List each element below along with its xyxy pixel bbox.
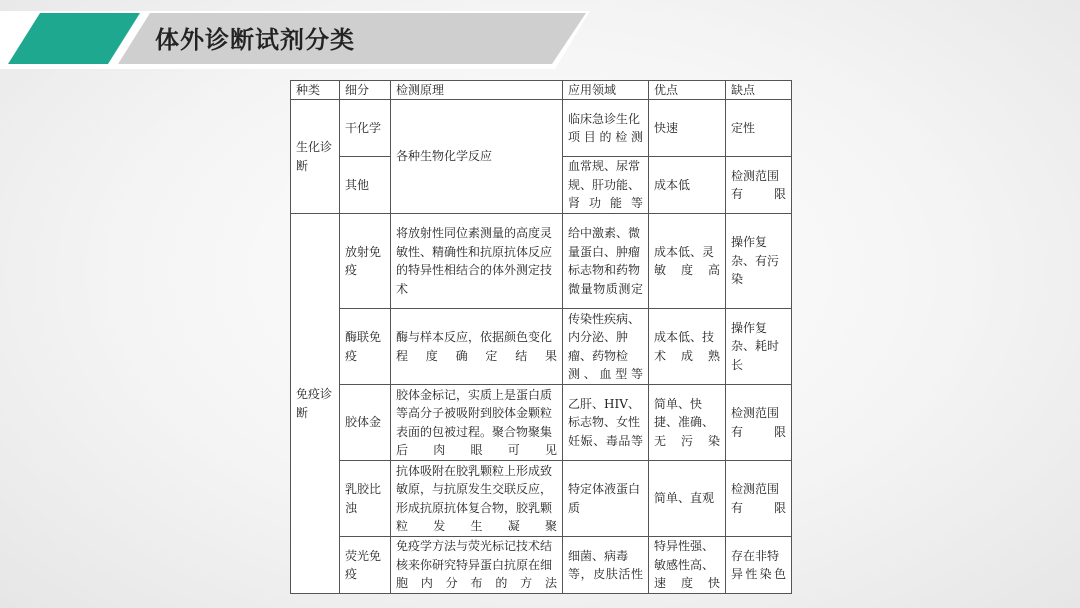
title-banner [0,0,600,72]
table-row [291,537,792,594]
pros-cell: 成本低、灵敏度高 [649,214,726,309]
subcategory-cell: 荧光免疫 [340,537,391,594]
cons-cell: 检测范围有限 [726,157,792,214]
cons-cell: 检测范围有限 [726,385,792,461]
principle-cell: 各种生物化学反应 [391,100,563,214]
page-title: 体外诊断试剂分类 [155,26,355,54]
ivd-classification-table [290,80,792,594]
pros-cell: 成本低 [649,157,726,214]
table-row [291,461,792,537]
category-cell: 生化诊断 [291,100,340,214]
application-cell: 乙肝、HIV、标志物、女性妊娠、毒品等 [563,385,649,461]
header-category: 种类 [291,81,340,100]
cons-cell: 存在非特异性染色 [726,537,792,594]
application-cell: 给中激素、微量蛋白、肿瘤标志物和药物微量物质测定 [563,214,649,309]
header-subcategory: 细分 [340,81,391,100]
cons-cell: 操作复杂、有污染 [726,214,792,309]
table-row [291,214,792,309]
application-cell: 传染性疾病、内分泌、肿瘤、药物检测、血型等 [563,309,649,385]
header-cons: 缺点 [726,81,792,100]
application-cell: 细菌、病毒等，皮肤活性 [563,537,649,594]
pros-cell: 快速 [649,100,726,157]
category-cell: 免疫诊断 [291,214,340,594]
application-cell: 血常规、尿常规、肝功能、肾功能等 [563,157,649,214]
application-cell: 特定体液蛋白质 [563,461,649,537]
application-cell: 临床急诊生化项目的检测 [563,100,649,157]
table-row [291,309,792,385]
header-principle: 检测原理 [391,81,563,100]
subcategory-cell: 其他 [340,157,391,214]
cons-cell: 检测范围有限 [726,461,792,537]
pros-cell: 特异性强、敏感性高、速度快 [649,537,726,594]
table-header-row [291,81,792,100]
principle-cell: 将放射性同位素测量的高度灵敏性、精确性和抗原抗体反应的特异性相结合的体外测定技术 [391,214,563,309]
principle-cell: 胶体金标记，实质上是蛋白质等高分子被吸附到胶体金颗粒表面的包被过程。聚合物聚集后肉眼可见 [391,385,563,461]
principle-cell: 酶与样本反应，依据颜色变化程度确定结果 [391,309,563,385]
table-row [291,100,792,157]
subcategory-cell: 酶联免疫 [340,309,391,385]
subcategory-cell: 放射免疫 [340,214,391,309]
subcategory-cell: 胶体金 [340,385,391,461]
table-row [291,385,792,461]
principle-cell: 免疫学方法与荧光标记技术结核来你研究特异蛋白抗原在细胞内分布的方法 [391,537,563,594]
header-pros: 优点 [649,81,726,100]
cons-cell: 操作复杂、耗时长 [726,309,792,385]
pros-cell: 简单、快捷、准确、无污染 [649,385,726,461]
subcategory-cell: 干化学 [340,100,391,157]
principle-cell: 抗体吸附在胶乳颗粒上形成致敏原，与抗原发生交联反应，形成抗原抗体复合物，胶乳颗粒发生凝聚 [391,461,563,537]
pros-cell: 简单、直观 [649,461,726,537]
pros-cell: 成本低、技术成熟 [649,309,726,385]
header-application: 应用领域 [563,81,649,100]
subcategory-cell: 乳胶比浊 [340,461,391,537]
cons-cell: 定性 [726,100,792,157]
